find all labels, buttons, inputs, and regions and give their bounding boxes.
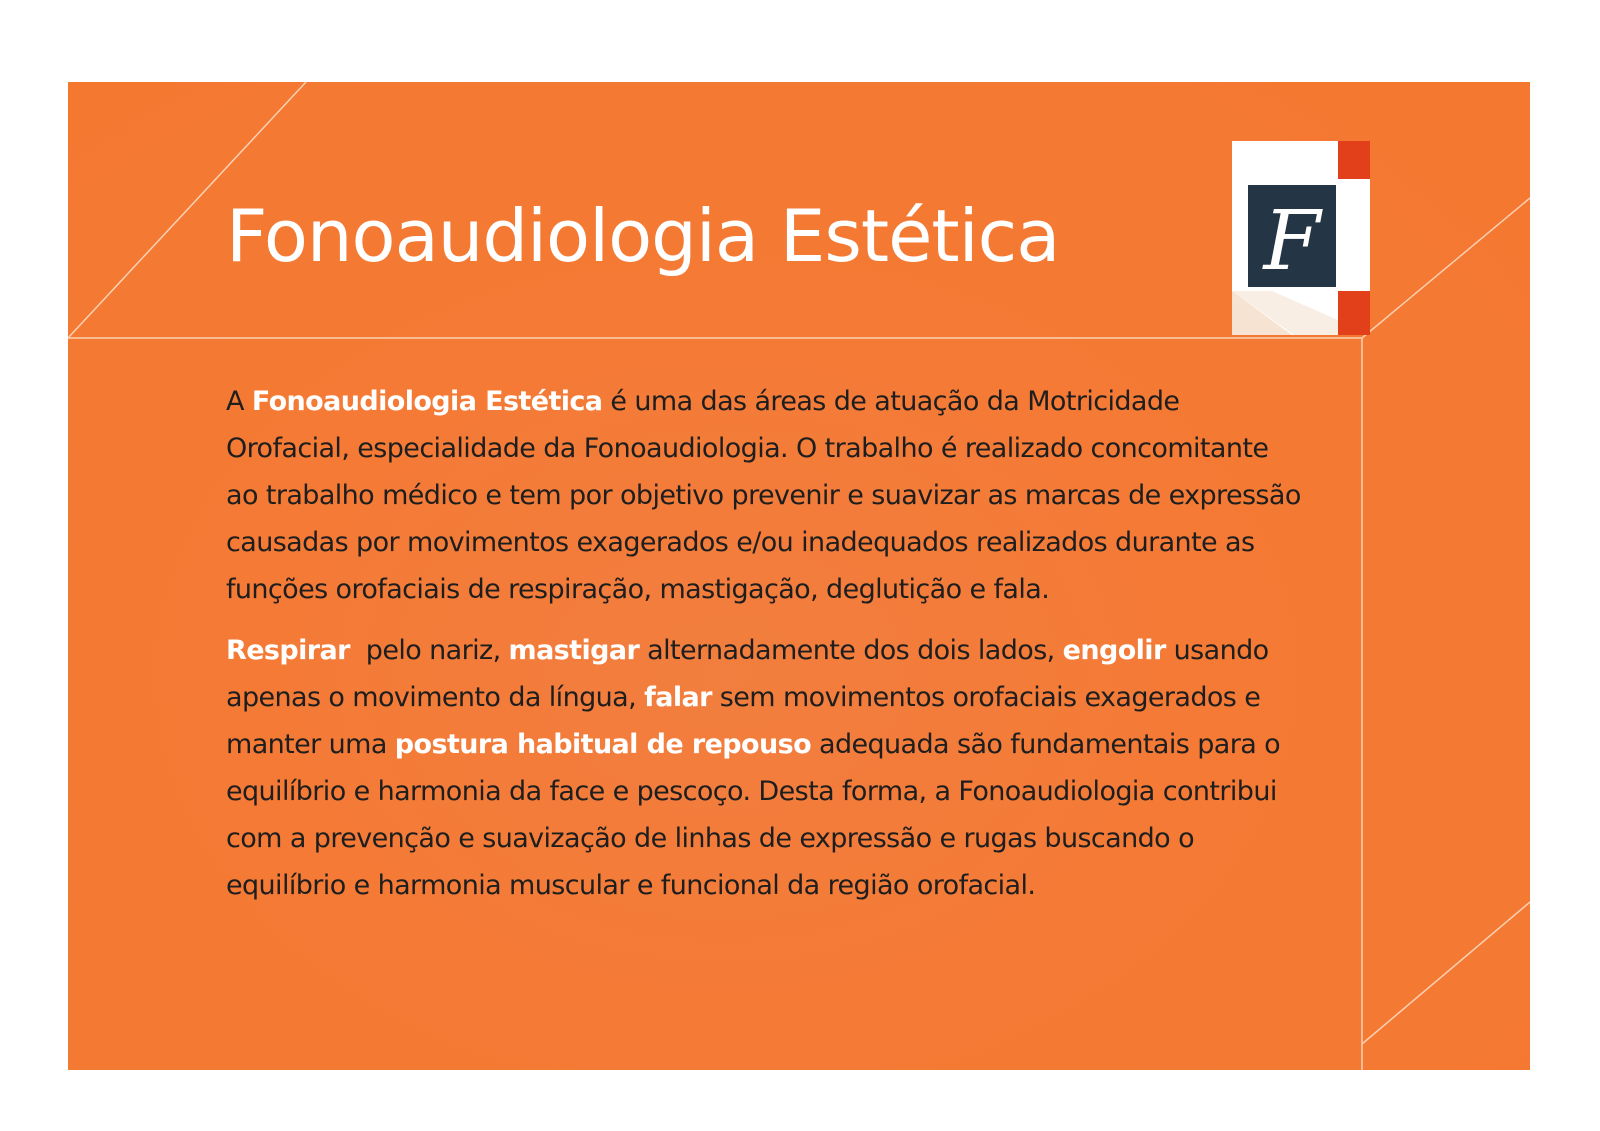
p2-highlight-respirar: Respirar bbox=[226, 635, 350, 666]
p2-highlight-engolir: engolir bbox=[1062, 635, 1166, 666]
p2-text-5: adequada são fundamentais para o equilíbrio e harmonia da face e pescoço. Desta forma, a Fonoaudiologia contribui com a prevenção e suavização de linhas de expressão e rugas buscando o equilíbrio e harmonia muscular e funcional da região orofacial. bbox=[226, 729, 1289, 901]
page-title: Fonoaudiologia Estética bbox=[226, 194, 1060, 278]
paragraph-1 bbox=[226, 378, 1306, 613]
p2-text-2: alternadamente dos dois lados, bbox=[639, 635, 1063, 666]
p2-highlight-postura: postura habitual de repouso bbox=[394, 729, 812, 760]
p1-highlight: Fonoaudiologia Estética bbox=[251, 386, 603, 417]
top-right-diagonal-line bbox=[1362, 198, 1530, 338]
bottom-right-diagonal-line bbox=[1362, 902, 1530, 1044]
paragraph-2 bbox=[226, 627, 1306, 909]
p2-highlight-falar: falar bbox=[644, 682, 712, 713]
p2-text-1: pelo nariz, bbox=[349, 635, 509, 666]
logo-letter: F bbox=[1263, 194, 1321, 289]
p2-text-4: sem movimentos orofaciais exagerados e manter uma bbox=[226, 682, 1269, 760]
p2-highlight-mastigar: mastigar bbox=[508, 635, 640, 666]
slide-background bbox=[68, 82, 1530, 1070]
p1-prefix: A bbox=[226, 386, 252, 417]
p1-rest: é uma das áreas de atuação da Motricidade Orofacial, especialidade da Fonoaudiologia. O trabalho é realizado concomitante ao trabalho médico e tem por objetivo prevenir e suavizar as marcas de expressão causadas por movimentos exagerados e/ou inadequados realizados durante as funções orofaciais de respiração, mastigação, deglutição e fala. bbox=[226, 386, 1301, 605]
letter-f-logo-icon bbox=[1232, 141, 1370, 335]
p2-text-3: usando apenas o movimento da língua, bbox=[226, 635, 1277, 713]
body-text bbox=[226, 378, 1306, 909]
